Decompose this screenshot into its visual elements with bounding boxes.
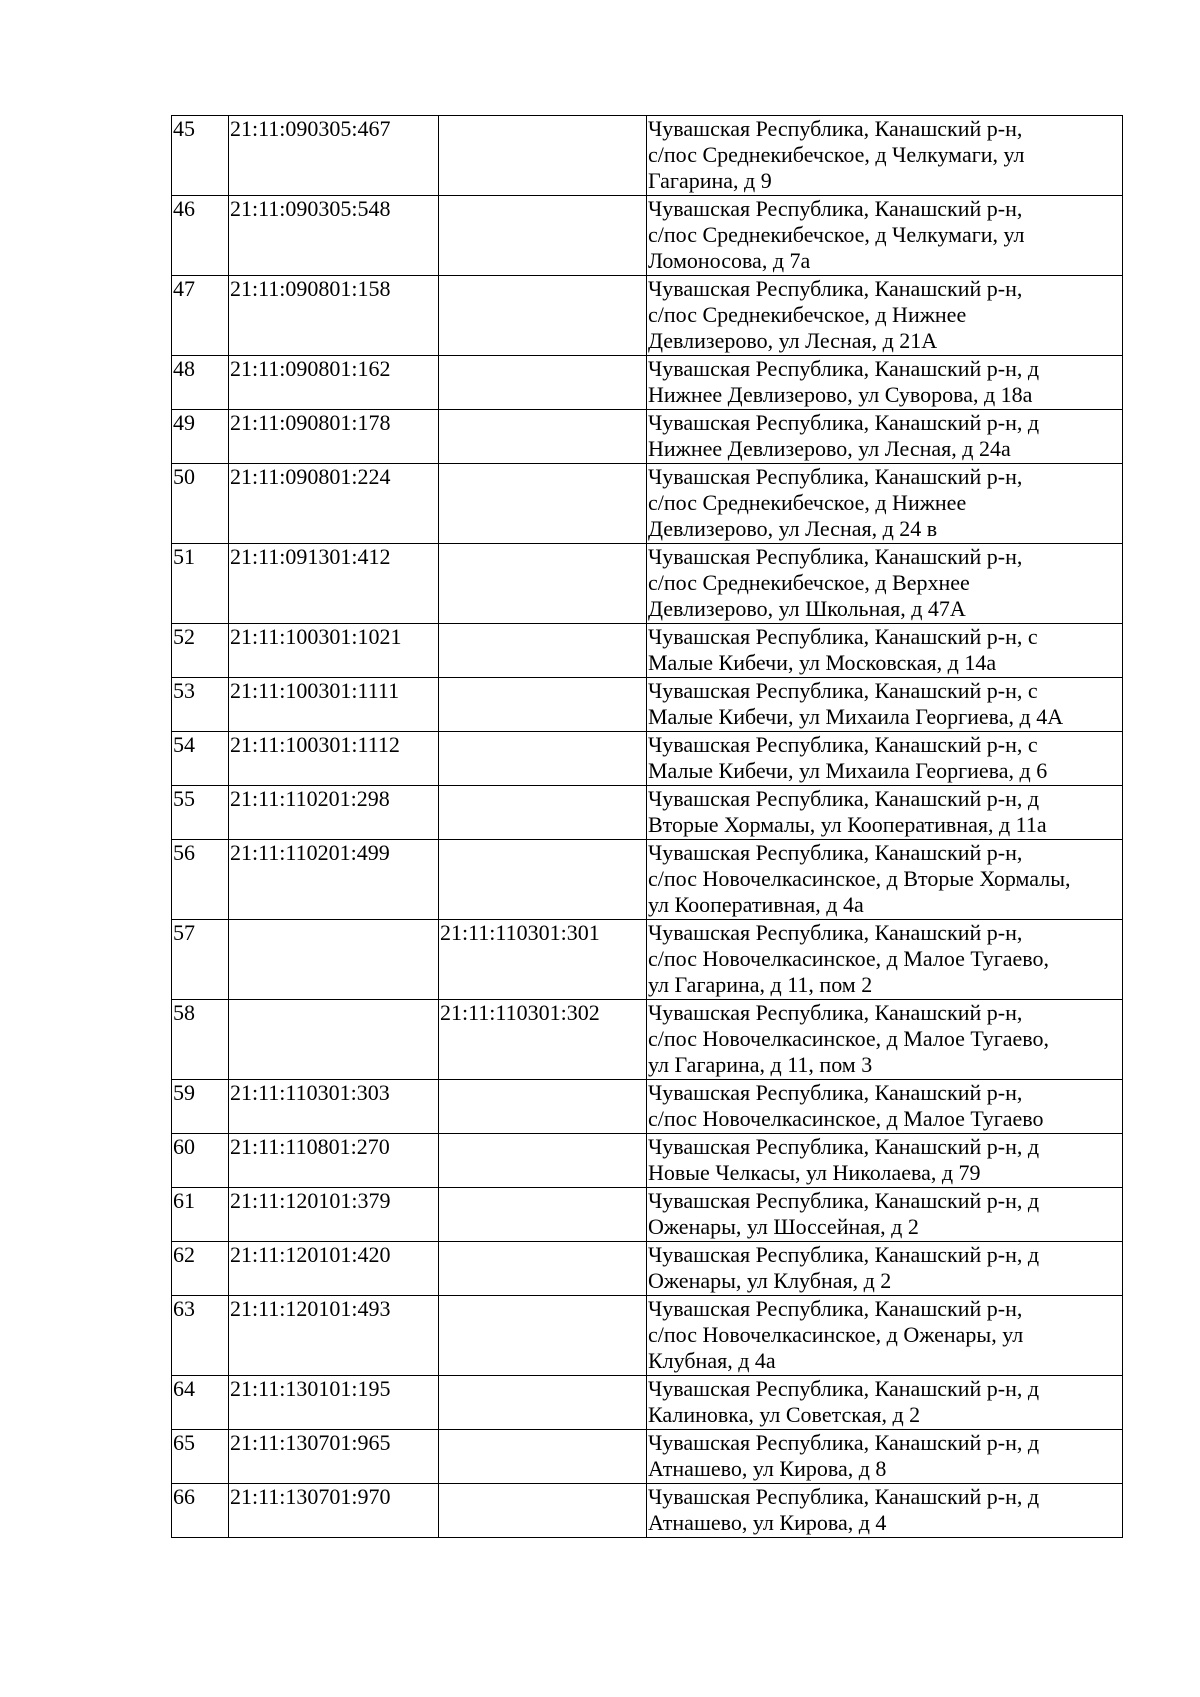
address-cell [647,116,1123,196]
address-line: Чувашская Республика, Канашский р-н, с [648,678,1038,703]
land-cadastral-number-cell: 21:11:090801:224 [229,464,439,544]
table-row [172,920,1123,1000]
address-line: Клубная, д 4а [648,1348,776,1373]
address-line: Чувашская Республика, Канашский р-н, [648,464,1023,489]
address-line: Чувашская Республика, Канашский р-н, д [648,1376,1040,1401]
table-row [172,786,1123,840]
table-row [172,1080,1123,1134]
land-cadastral-number-cell: 21:11:110801:270 [229,1134,439,1188]
table-row [172,116,1123,196]
land-cadastral-number-cell: 21:11:090801:158 [229,276,439,356]
room-cadastral-number-cell [439,1376,647,1430]
address-line: Чувашская Республика, Канашский р-н, [648,116,1023,141]
table-row [172,732,1123,786]
row-number-cell: 55 [172,786,229,840]
address-line: Нижнее Девлизерово, ул Суворова, д 18а [648,382,1033,407]
table-row [172,356,1123,410]
address-line: Чувашская Республика, Канашский р-н, д [648,1242,1040,1267]
land-cadastral-number-cell: 21:11:090305:467 [229,116,439,196]
address-line: с/пос Среднекибечское, д Челкумаги, ул [648,142,1025,167]
address-line: Чувашская Республика, Канашский р-н, д [648,1134,1040,1159]
address-line: Чувашская Республика, Канашский р-н, [648,544,1023,569]
room-cadastral-number-cell [439,786,647,840]
address-line: Чувашская Республика, Канашский р-н, д [648,1484,1040,1509]
address-cell [647,1080,1123,1134]
registry-table-body [172,116,1123,1538]
address-line: Атнашево, ул Кирова, д 8 [648,1456,887,1481]
land-cadastral-number-cell: 21:11:090801:178 [229,410,439,464]
address-line: с/пос Новочелкасинское, д Малое Тугаево, [648,1026,1049,1051]
address-cell [647,1296,1123,1376]
address-line: ул Кооперативная, д 4а [648,892,864,917]
address-line: Чувашская Республика, Канашский р-н, [648,840,1023,865]
room-cadastral-number-cell [439,624,647,678]
table-row [172,1134,1123,1188]
room-cadastral-number-cell [439,1080,647,1134]
address-cell [647,1242,1123,1296]
address-line: Калиновка, ул Советская, д 2 [648,1402,921,1427]
row-number-cell: 48 [172,356,229,410]
table-row [172,1430,1123,1484]
land-cadastral-number-cell: 21:11:110201:298 [229,786,439,840]
room-cadastral-number-cell [439,544,647,624]
land-cadastral-number-cell: 21:11:090305:548 [229,196,439,276]
land-cadastral-number-cell: 21:11:100301:1112 [229,732,439,786]
row-number-cell: 47 [172,276,229,356]
room-cadastral-number-cell: 21:11:110301:301 [439,920,647,1000]
land-cadastral-number-cell [229,920,439,1000]
room-cadastral-number-cell [439,464,647,544]
address-line: Чувашская Республика, Канашский р-н, с [648,624,1038,649]
row-number-cell: 59 [172,1080,229,1134]
address-line: с/пос Среднекибечское, д Нижнее [648,302,967,327]
property-registry-table [171,115,1123,1538]
address-line: Чувашская Республика, Канашский р-н, д [648,356,1040,381]
land-cadastral-number-cell: 21:11:120101:493 [229,1296,439,1376]
row-number-cell: 49 [172,410,229,464]
row-number-cell: 45 [172,116,229,196]
table-row [172,410,1123,464]
address-line: с/пос Новочелкасинское, д Оженары, ул [648,1322,1024,1347]
address-line: Чувашская Республика, Канашский р-н, д [648,1188,1040,1213]
address-line: с/пос Новочелкасинское, д Малое Тугаево [648,1106,1044,1131]
land-cadastral-number-cell: 21:11:120101:420 [229,1242,439,1296]
address-line: Оженары, ул Клубная, д 2 [648,1268,892,1293]
land-cadastral-number-cell: 21:11:091301:412 [229,544,439,624]
address-cell [647,624,1123,678]
address-line: Малые Кибечи, ул Московская, д 14а [648,650,997,675]
address-cell [647,1188,1123,1242]
address-line: с/пос Среднекибечское, д Нижнее [648,490,967,515]
address-line: Чувашская Республика, Канашский р-н, [648,276,1023,301]
table-row [172,1188,1123,1242]
address-line: Чувашская Республика, Канашский р-н, [648,1080,1023,1105]
address-line: Вторые Хормалы, ул Кооперативная, д 11а [648,812,1047,837]
address-line: Девлизерово, ул Лесная, д 24 в [648,516,938,541]
room-cadastral-number-cell [439,276,647,356]
address-line: Атнашево, ул Кирова, д 4 [648,1510,887,1535]
address-line: Новые Челкасы, ул Николаева, д 79 [648,1160,981,1185]
row-number-cell: 61 [172,1188,229,1242]
table-row [172,1000,1123,1080]
room-cadastral-number-cell [439,732,647,786]
land-cadastral-number-cell: 21:11:100301:1111 [229,678,439,732]
address-cell [647,840,1123,920]
row-number-cell: 52 [172,624,229,678]
land-cadastral-number-cell: 21:11:090801:162 [229,356,439,410]
address-cell [647,1376,1123,1430]
room-cadastral-number-cell: 21:11:110301:302 [439,1000,647,1080]
table-row [172,624,1123,678]
land-cadastral-number-cell: 21:11:130701:970 [229,1484,439,1538]
address-cell [647,196,1123,276]
row-number-cell: 66 [172,1484,229,1538]
address-line: Оженары, ул Шоссейная, д 2 [648,1214,919,1239]
address-line: Гагарина, д 9 [648,168,772,193]
address-line: с/пос Новочелкасинское, д Малое Тугаево, [648,946,1049,971]
address-line: Девлизерово, ул Лесная, д 21А [648,328,938,353]
room-cadastral-number-cell [439,1134,647,1188]
table-row [172,196,1123,276]
address-line: Чувашская Республика, Канашский р-н, д [648,786,1040,811]
land-cadastral-number-cell: 21:11:120101:379 [229,1188,439,1242]
row-number-cell: 57 [172,920,229,1000]
table-row [172,1242,1123,1296]
room-cadastral-number-cell [439,678,647,732]
land-cadastral-number-cell [229,1000,439,1080]
room-cadastral-number-cell [439,1484,647,1538]
row-number-cell: 64 [172,1376,229,1430]
table-row [172,678,1123,732]
room-cadastral-number-cell [439,1430,647,1484]
address-line: Малые Кибечи, ул Михаила Георгиева, д 6 [648,758,1048,783]
address-line: Ломоносова, д 7а [648,248,811,273]
row-number-cell: 50 [172,464,229,544]
row-number-cell: 65 [172,1430,229,1484]
row-number-cell: 54 [172,732,229,786]
table-row [172,840,1123,920]
room-cadastral-number-cell [439,116,647,196]
address-cell [647,1134,1123,1188]
address-cell [647,464,1123,544]
land-cadastral-number-cell: 21:11:130701:965 [229,1430,439,1484]
address-line: Чувашская Республика, Канашский р-н, [648,196,1023,221]
address-cell [647,356,1123,410]
address-line: Чувашская Республика, Канашский р-н, [648,920,1023,945]
row-number-cell: 56 [172,840,229,920]
table-row [172,1296,1123,1376]
room-cadastral-number-cell [439,840,647,920]
table-row [172,544,1123,624]
row-number-cell: 60 [172,1134,229,1188]
row-number-cell: 46 [172,196,229,276]
row-number-cell: 51 [172,544,229,624]
room-cadastral-number-cell [439,1296,647,1376]
land-cadastral-number-cell: 21:11:110301:303 [229,1080,439,1134]
address-line: Девлизерово, ул Школьная, д 47А [648,596,966,621]
address-line: Чувашская Республика, Канашский р-н, д [648,410,1040,435]
address-cell [647,678,1123,732]
address-line: с/пос Среднекибечское, д Челкумаги, ул [648,222,1025,247]
address-cell [647,920,1123,1000]
row-number-cell: 62 [172,1242,229,1296]
room-cadastral-number-cell [439,410,647,464]
room-cadastral-number-cell [439,1242,647,1296]
address-cell [647,544,1123,624]
address-cell [647,410,1123,464]
table-row [172,1376,1123,1430]
address-cell [647,1430,1123,1484]
table-row [172,276,1123,356]
address-line: Нижнее Девлизерово, ул Лесная, д 24а [648,436,1011,461]
row-number-cell: 63 [172,1296,229,1376]
address-line: с/пос Новочелкасинское, д Вторые Хормалы, [648,866,1071,891]
table-row [172,1484,1123,1538]
address-line: Чувашская Республика, Канашский р-н, д [648,1430,1040,1455]
address-cell [647,1484,1123,1538]
land-cadastral-number-cell: 21:11:130101:195 [229,1376,439,1430]
land-cadastral-number-cell: 21:11:100301:1021 [229,624,439,678]
address-cell [647,786,1123,840]
address-line: Чувашская Республика, Канашский р-н, с [648,732,1038,757]
row-number-cell: 58 [172,1000,229,1080]
room-cadastral-number-cell [439,356,647,410]
address-cell [647,1000,1123,1080]
room-cadastral-number-cell [439,196,647,276]
address-line: ул Гагарина, д 11, пом 3 [648,1052,873,1077]
address-line: ул Гагарина, д 11, пом 2 [648,972,873,997]
land-cadastral-number-cell: 21:11:110201:499 [229,840,439,920]
row-number-cell: 53 [172,678,229,732]
address-cell [647,276,1123,356]
address-line: Чувашская Республика, Канашский р-н, [648,1000,1023,1025]
address-line: с/пос Среднекибечское, д Верхнее [648,570,970,595]
address-line: Чувашская Республика, Канашский р-н, [648,1296,1023,1321]
table-row [172,464,1123,544]
address-cell [647,732,1123,786]
room-cadastral-number-cell [439,1188,647,1242]
address-line: Малые Кибечи, ул Михаила Георгиева, д 4А [648,704,1064,729]
